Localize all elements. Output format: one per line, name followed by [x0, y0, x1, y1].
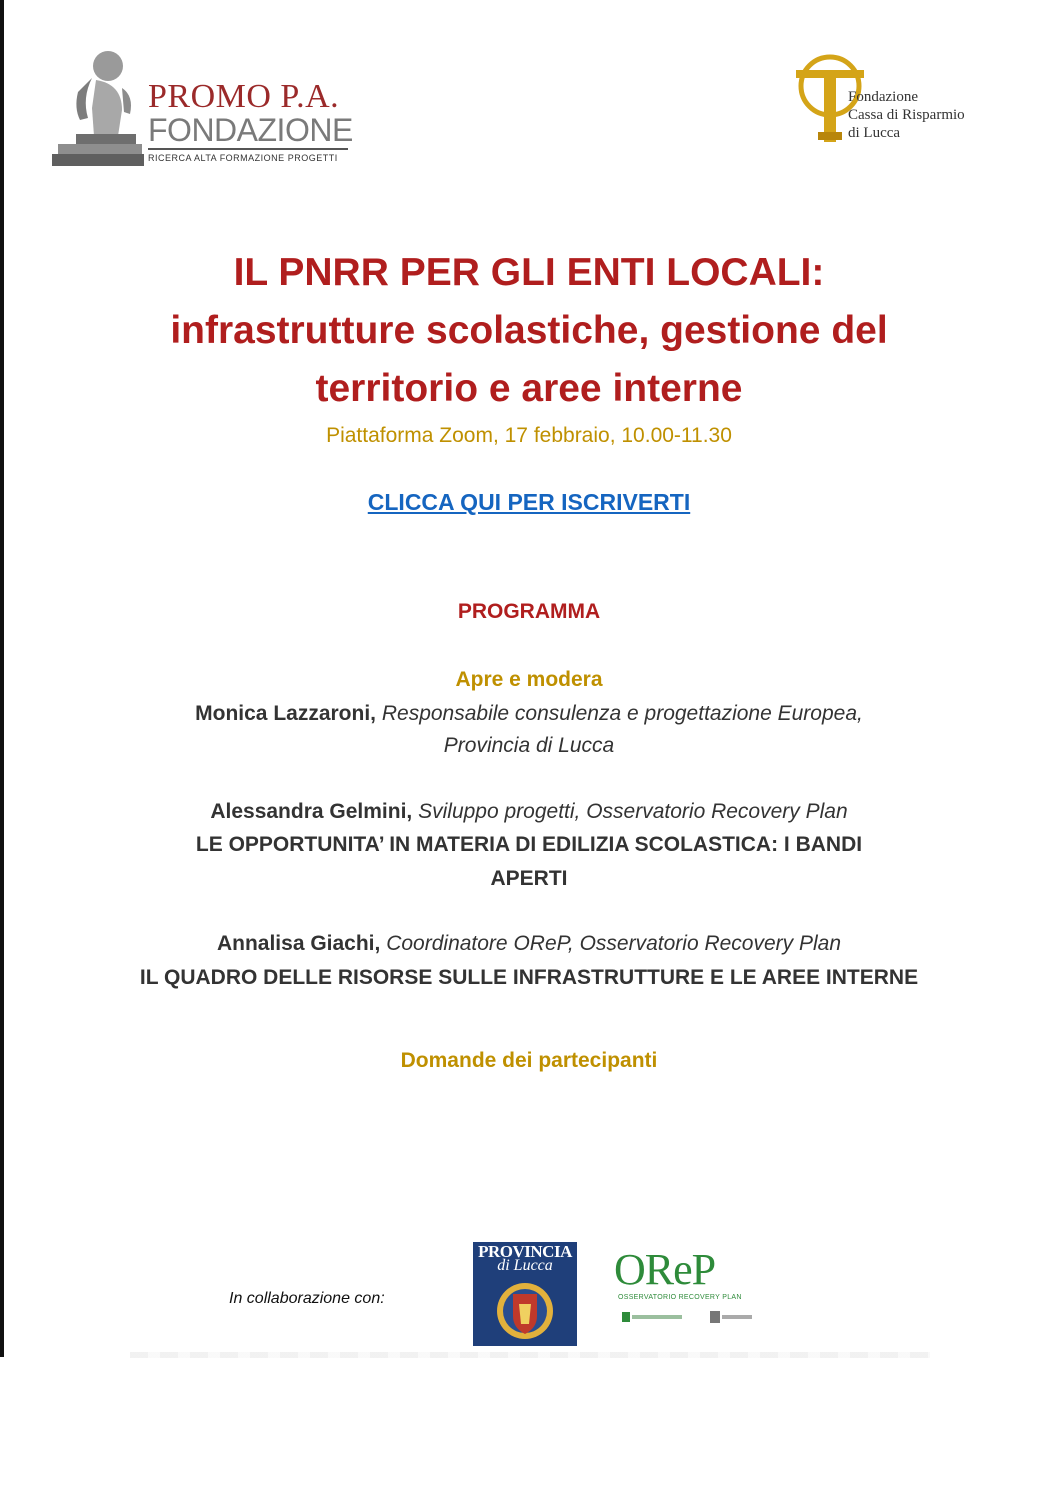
- promo-tagline: RICERCA ALTA FORMAZIONE PROGETTI: [148, 153, 338, 163]
- event-title-line-3: territorio e aree interne: [315, 367, 743, 410]
- event-details: Piattaforma Zoom, 17 febbraio, 10.00-11.30: [326, 424, 732, 447]
- provincia-crest-icon: [495, 1280, 555, 1342]
- register-link[interactable]: CLICCA QUI PER ISCRIVERTI: [367, 489, 691, 515]
- orep-logo-subtitle: OSSERVATORIO RECOVERY PLAN: [618, 1294, 742, 1301]
- speaker-1-role: Responsabile consulenza e progettazione Europea,: [381, 702, 863, 725]
- promo-statue-icon: [52, 48, 147, 170]
- speaker-1-line: [0, 702, 1058, 726]
- fcrl-line-1: Fondazione: [848, 89, 918, 105]
- provincia-logo-sub: di Lucca: [497, 1257, 553, 1274]
- fcrl-name: [848, 88, 965, 142]
- orep-logo: [614, 1246, 764, 1336]
- speaker-1-role-cont: [0, 734, 1058, 758]
- speaker-3-name: Annalisa Giachi,: [216, 932, 381, 955]
- fcrl-logo: [790, 52, 1020, 148]
- promo-name: PROMO P.A.: [148, 78, 340, 115]
- promo-divider: [148, 148, 348, 150]
- fcrl-line-2: Cassa di Risparmio: [848, 107, 965, 123]
- provincia-lucca-logo: [473, 1242, 577, 1346]
- speaker-2-topic-line-2: APERTI: [490, 867, 568, 890]
- bottom-decor-strip: [130, 1352, 930, 1358]
- speaker-3-topic: IL QUADRO DELLE RISORSE SULLE INFRASTRUTTURE E LE AREE INTERNE: [139, 966, 919, 989]
- closing-label: Domande dei partecipanti: [400, 1049, 658, 1072]
- register-link-row: [0, 489, 1058, 516]
- promo-pa-logo: [52, 48, 362, 173]
- opening-label: Apre e modera: [455, 668, 603, 691]
- fcrl-line-3: di Lucca: [848, 125, 901, 141]
- event-title-line-1: IL PNRR PER GLI ENTI LOCALI:: [233, 251, 825, 294]
- orep-logo-name: OReP: [614, 1245, 716, 1294]
- speaker-1-name: Monica Lazzaroni,: [195, 702, 376, 725]
- speaker-2-role: Sviluppo progetti, Osservatorio Recovery Plan: [418, 800, 848, 823]
- speaker-2-name: Alessandra Gelmini,: [210, 800, 413, 823]
- speaker-3-role: Coordinatore OReP, Osservatorio Recovery Plan: [386, 932, 842, 955]
- promo-subname: FONDAZIONE: [148, 112, 353, 148]
- orep-partner-marks-icon: [622, 1310, 752, 1324]
- provincia-logo-name: PROVINCIA: [478, 1242, 572, 1261]
- speaker-2-line: [0, 800, 1058, 824]
- programma-heading: PROGRAMMA: [457, 600, 601, 623]
- speaker-1-org: Provincia di Lucca: [443, 734, 615, 757]
- speaker-2-topic-line-1: LE OPPORTUNITA’ IN MATERIA DI EDILIZIA SCOLASTICA: I BANDI: [195, 833, 863, 856]
- event-title-line-2: infrastrutture scolastiche, gestione del: [170, 309, 888, 352]
- collaboration-label: In collaborazione con:: [229, 1290, 385, 1307]
- speaker-3-line: [0, 932, 1058, 956]
